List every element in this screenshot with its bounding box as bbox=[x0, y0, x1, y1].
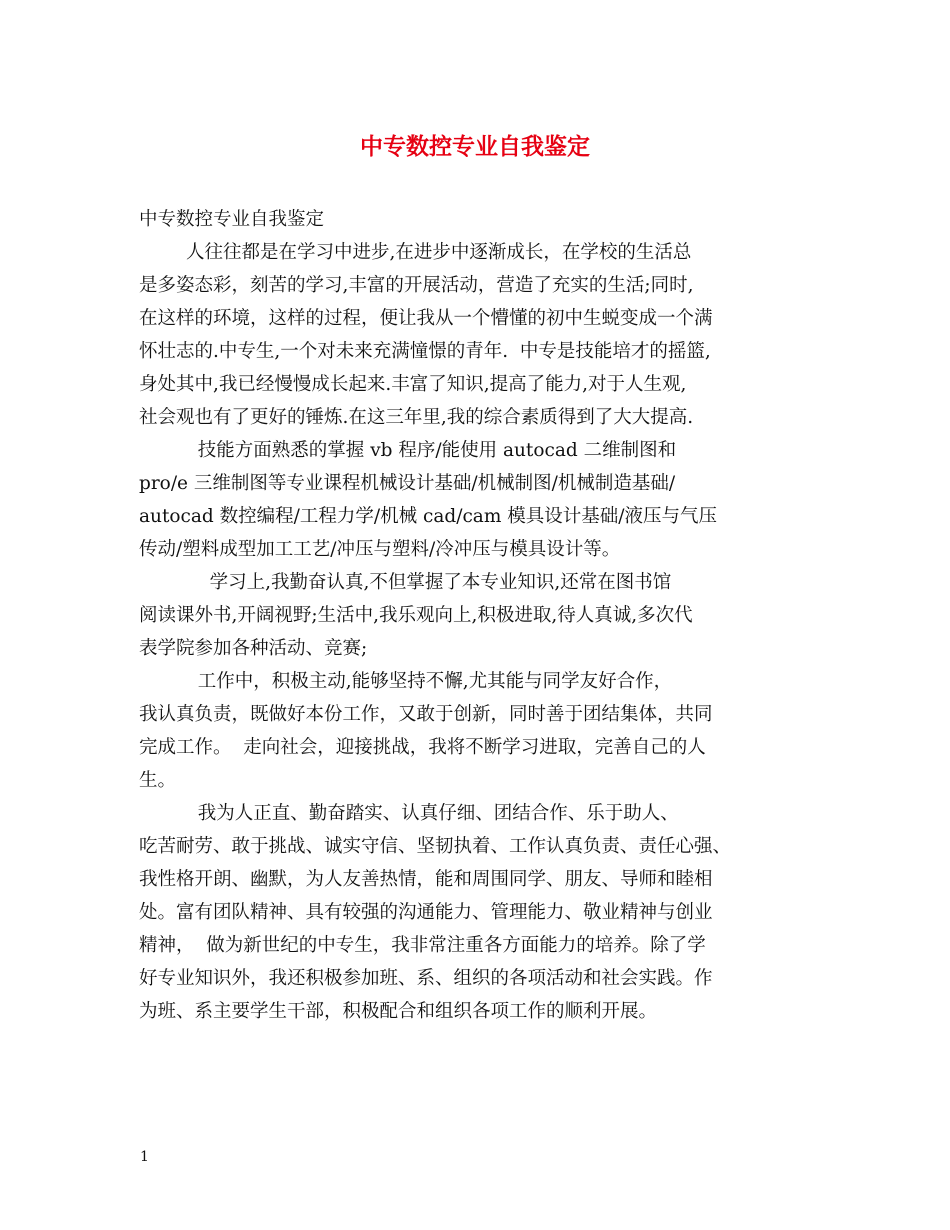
body-line: 精神， 做为新世纪的中专生，我非常注重各方面能力的培养。除了学 bbox=[139, 935, 706, 956]
body-line: 我为人正直、勤奋踏实、认真仔细、团结合作、乐于助人、 bbox=[139, 803, 679, 824]
document-title: 中专数控专业自我鉴定 bbox=[360, 133, 590, 160]
body-line: 人往往都是在学习中进步,在进步中逐渐成长，在学校的生活总 bbox=[139, 242, 692, 263]
body-line: 技能方面熟悉的掌握 vb 程序/能使用 autocad 二维制图和 bbox=[139, 440, 677, 461]
body-line: 是多姿态彩，刻苦的学习,丰富的开展活动，营造了充实的生活;同时, bbox=[139, 275, 694, 296]
document-body bbox=[139, 203, 819, 1028]
body-line: autocad 数控编程/工程力学/机械 cad/cam 模具设计基础/液压与气压 bbox=[139, 506, 717, 527]
body-line: 生。 bbox=[139, 770, 177, 791]
body-line: 工作中，积极主动,能够坚持不懈,尤其能与同学友好合作， bbox=[139, 671, 673, 692]
body-line: 我性格开朗、幽默，为人友善热情，能和周围同学、朋友、导师和睦相 bbox=[139, 869, 713, 890]
body-line: 吃苦耐劳、敢于挑战、诚实守信、坚韧执着、工作认真负责、责任心强、 bbox=[139, 836, 732, 857]
body-line: 中专数控专业自我鉴定 bbox=[139, 209, 325, 230]
body-line: 我认真负责，既做好本份工作，又敢于创新，同时善于团结集体，共同 bbox=[139, 704, 713, 725]
body-line: 表学院参加各种活动、竞赛; bbox=[139, 638, 368, 659]
body-line: 阅读课外书,开阔视野;生活中,我乐观向上,积极进取,待人真诚,多次代 bbox=[139, 605, 693, 626]
body-line: 学习上,我勤奋认真,不但掌握了本专业知识,还常在图书馆 bbox=[139, 572, 672, 593]
body-line: 处。富有团队精神、具有较强的沟通能力、管理能力、敬业精神与创业 bbox=[139, 902, 713, 923]
body-line: 怀壮志的.中专生,一个对未来充满憧憬的青年. 中专是技能培才的摇篮, bbox=[139, 341, 711, 362]
body-line: 在这样的环境，这样的过程，便让我从一个懵懂的初中生蜕变成一个满 bbox=[139, 308, 713, 329]
body-line: 传动/塑料成型加工工艺/冲压与塑料/冷冲压与模具设计等。 bbox=[139, 539, 621, 560]
body-line: 完成工作。 走向社会，迎接挑战，我将不断学习进取，完善自己的人 bbox=[139, 737, 706, 758]
body-line: 身处其中,我已经慢慢成长起来.丰富了知识,提高了能力,对于人生观, bbox=[139, 374, 687, 395]
body-line: 社会观也有了更好的锤炼.在这三年里,我的综合素质得到了大大提高. bbox=[139, 407, 694, 428]
body-line: 好专业知识外，我还积极参加班、系、组织的各项活动和社会实践。作 bbox=[139, 968, 713, 989]
page-number: 1 bbox=[140, 1149, 149, 1165]
body-line: 为班、系主要学生干部，积极配合和组织各项工作的顺利开展。 bbox=[139, 1001, 658, 1022]
body-line: pro/e 三维制图等专业课程机械设计基础/机械制图/机械制造基础/ bbox=[139, 473, 676, 494]
